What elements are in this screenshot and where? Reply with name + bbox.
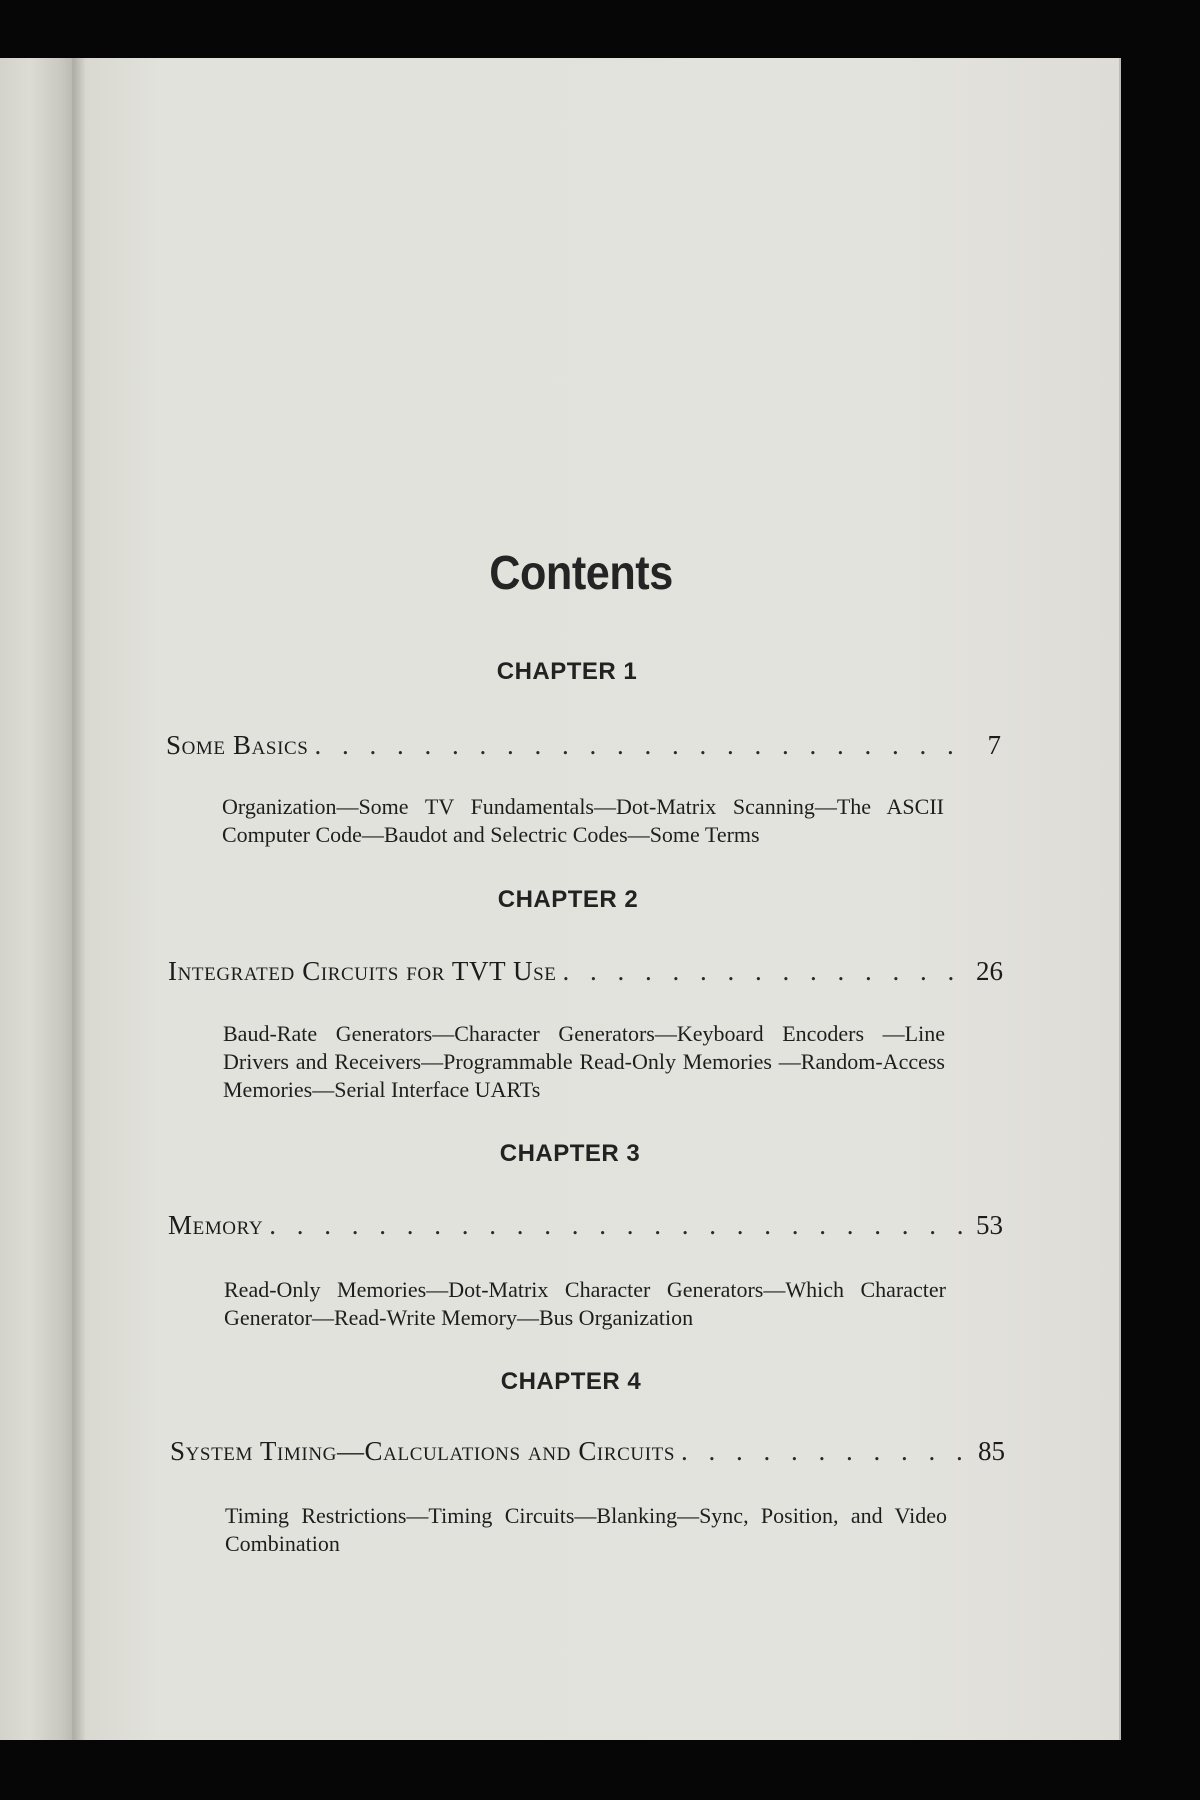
dot-leader xyxy=(563,956,965,987)
page-number: 7 xyxy=(987,730,1001,760)
chapter-title: Memory xyxy=(168,1210,264,1240)
toc-entry[interactable] xyxy=(170,1436,1005,1467)
chapter-label: CHAPTER 1 xyxy=(496,658,638,685)
page-number: 53 xyxy=(976,1210,1003,1240)
toc-entry[interactable] xyxy=(168,956,1003,987)
chapter-label: CHAPTER 4 xyxy=(500,1368,642,1395)
chapter-label: CHAPTER 3 xyxy=(499,1140,641,1167)
page-number: 85 xyxy=(978,1436,1005,1466)
chapter-summary: Baud-Rate Generators—Character Generators—Keyboard Encoders —Line Drivers and Receivers—Programmable Read-Only Memories —Random-Access Memories—Serial Interface UARTs xyxy=(223,1021,945,1102)
chapter-title: System Timing—Calculations and Circuits xyxy=(170,1436,676,1466)
toc-entry[interactable] xyxy=(168,1210,1003,1241)
page-number: 26 xyxy=(976,956,1003,986)
chapter-title: Some Basics xyxy=(166,730,309,760)
chapter-label: CHAPTER 2 xyxy=(497,886,639,913)
dot-leader xyxy=(681,1436,967,1467)
chapter-summary: Organization—Some TV Fundamentals—Dot-Matrix Scanning—The ASCII Computer Code—Baudot and Selectric Codes—Some Terms xyxy=(222,794,944,847)
page-title: Contents xyxy=(489,547,673,600)
chapter-summary: Read-Only Memories—Dot-Matrix Character Generators—Which Character Generator—Read-Write Memory—Bus Organization xyxy=(224,1277,946,1330)
contents-page xyxy=(0,58,1121,1740)
chapter-title: Integrated Circuits for TVT Use xyxy=(168,956,557,986)
dot-leader xyxy=(314,730,963,761)
chapter-summary: Timing Restrictions—Timing Circuits—Blanking—Sync, Position, and Video Combination xyxy=(225,1503,947,1556)
dot-leader xyxy=(269,1210,965,1241)
toc-entry[interactable] xyxy=(166,730,1001,761)
